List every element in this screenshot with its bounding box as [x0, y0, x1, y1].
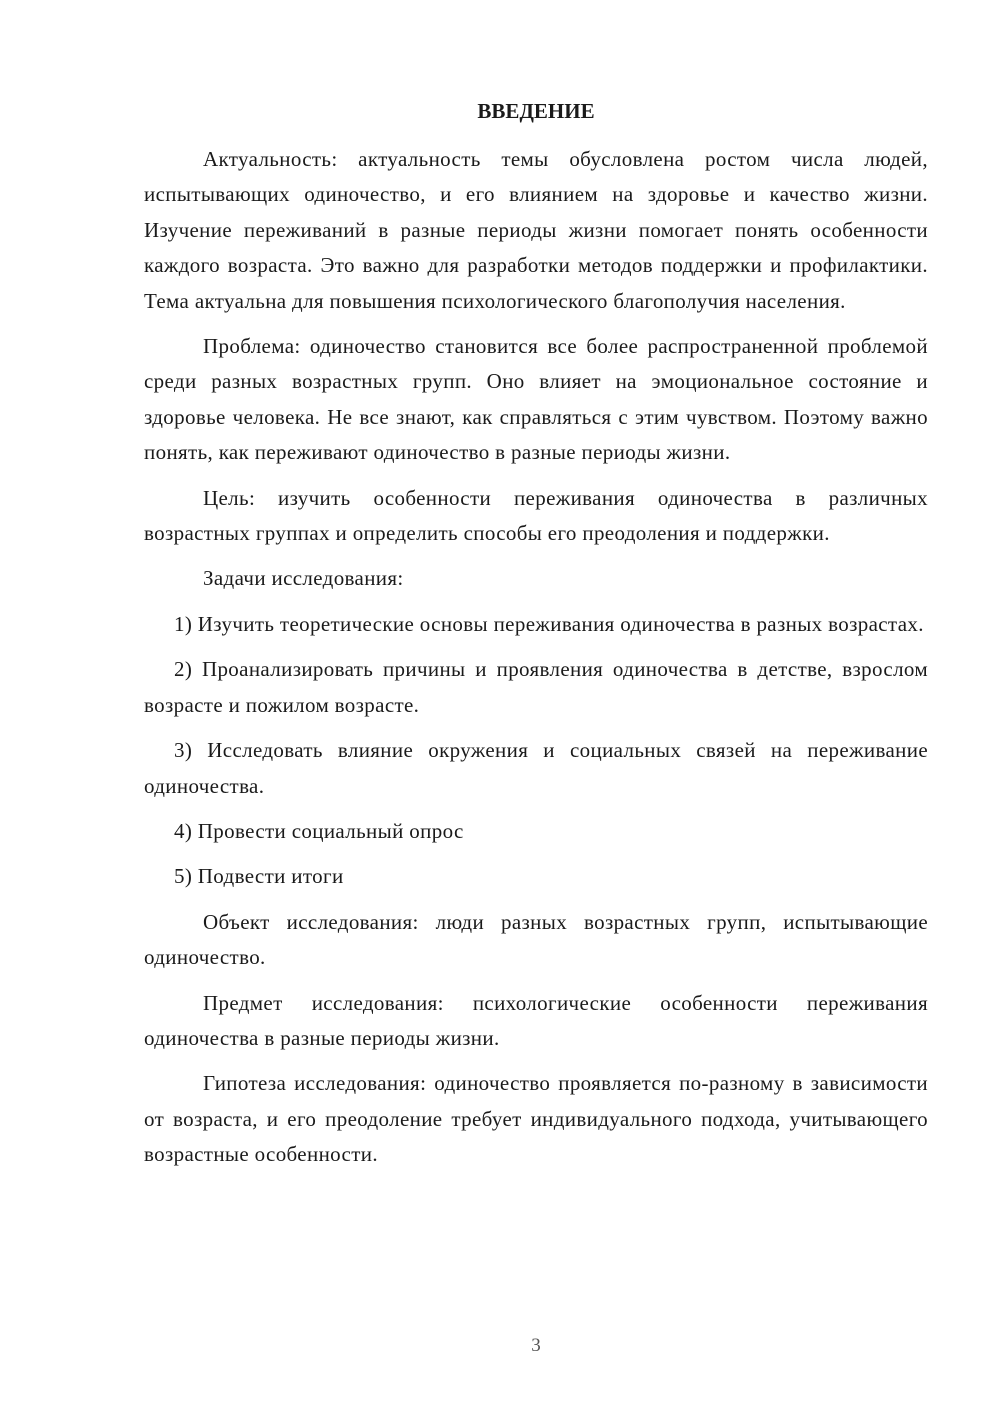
list-item-task-3: 3) Исследовать влияние окружения и социальных связей на переживание одиночества. — [144, 738, 928, 798]
document-page — [144, 0, 928, 1414]
list-item-task-5: 5) Подвести итоги — [174, 864, 344, 889]
paragraph-subject: Предмет исследования: психологические особенности переживания одиночества в разные периоды жизни. — [144, 990, 928, 1050]
paragraph-object: Объект исследования: люди разных возрастных групп, испытывающие одиночество. — [144, 909, 928, 970]
section-title: ВВЕДЕНИЕ — [477, 99, 595, 123]
paragraph-hypothesis: Гипотеза исследования: одиночество проявляется по-разному в зависимости от возраста, и его преодоление требует индивидуального подхода, учитывающего возрастные особенности. — [144, 1071, 928, 1167]
list-item-task-1: 1) Изучить теоретические основы переживания одиночества в разных возрастах. — [174, 611, 924, 636]
body-text — [144, 142, 928, 1183]
page-number: 3 — [531, 1335, 541, 1356]
paragraph-problem: Проблема: одиночество становится все более распространенной проблемой среди разных возрастных групп. Оно влияет на эмоциональное состояние и здоровье человека. Не все знают, как справляться с этим чувством. Поэтому важно понять, как переживают одиночество в разные периоды жизни. — [144, 334, 928, 465]
paragraph-goal: Цель: изучить особенности переживания одиночества в различных возрастных группах и определить способы его преодоления и поддержки. — [144, 485, 928, 546]
list-item-task-2: 2) Проанализировать причины и проявления одиночества в детстве, взрослом возрасте и пожилом возрасте. — [144, 657, 928, 717]
paragraph-tasks-heading: Задачи исследования: — [203, 566, 404, 591]
paragraph-relevance: Актуальность: актуальность темы обусловлена ростом числа людей, испытывающих одиночество, и его влиянием на здоровье и качество жизни. Изучение переживаний в разные периоды жизни помогает понять особенности каждого возраста. Это важно для разработки методов поддержки и профилактики. Тема актуальна для повышения психологического благополучия населения. — [144, 147, 928, 313]
list-item-task-4: 4) Провести социальный опрос — [174, 818, 464, 843]
